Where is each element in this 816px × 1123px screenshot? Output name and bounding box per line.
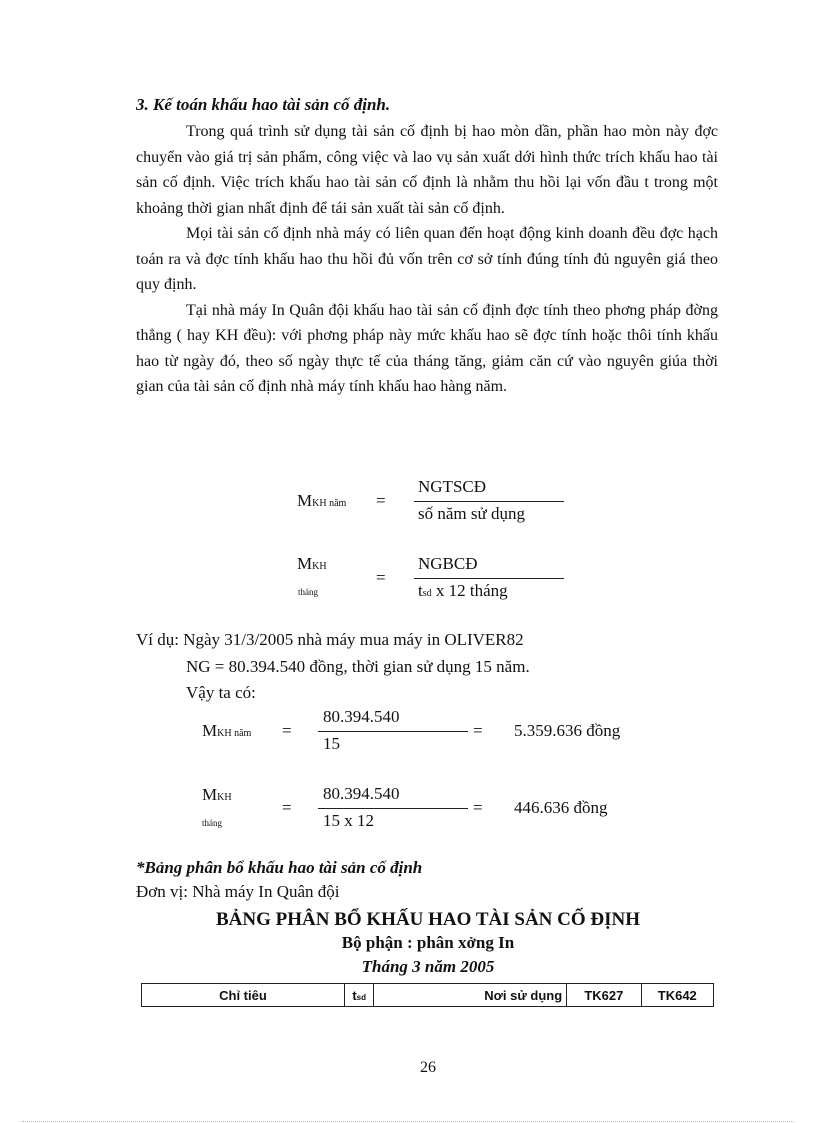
- example-line-3: Vậy ta có:: [186, 683, 256, 702]
- calc-annual-fraction-bar: [318, 731, 468, 732]
- calc-annual-equals: =: [282, 721, 292, 740]
- header-chi-tieu: Chỉ tiêu: [142, 984, 345, 1007]
- table-subtitle: Bộ phận : phân xởng In: [341, 933, 515, 952]
- paragraph-1: Trong quá trình sử dụng tài sản cố định bị hao mòn dần, phần hao mòn này đợc chuyển vào giá trị sản phẩm, công việc và lao vụ sản xuất dới hình thức trích khấu hao tài sản cố định. Việc trích khấu hao tài sản cố định là nhằm thu hồi lại vốn đầu t trong một khoảng thời gian nhất định để tái sản xuất tài sản cố định.: [136, 123, 718, 217]
- body-paragraphs: [136, 119, 718, 400]
- calc-annual-equals-2: =: [473, 721, 483, 740]
- allocation-heading: *Bảng phân bổ khấu hao tài sản cố định: [136, 858, 423, 877]
- table-title: BẢNG PHÂN BỔ KHẤU HAO TÀI SẢN CỐ ĐỊNH: [215, 909, 641, 930]
- example-line-1: Ví dụ: Ngày 31/3/2005 nhà máy mua máy in OLIVER82: [136, 630, 524, 649]
- paragraph-2: Mọi tài sản cố định nhà máy có liên quan đến hoạt động kinh doanh đều đợc hạch toán ra và đợc tính khấu hao thu hồi đủ vốn trên cơ sở tính đúng tính đủ nguyên giá theo quy định.: [136, 225, 718, 293]
- page-number: 26: [420, 1059, 436, 1076]
- formula-monthly-denominator: tsd x 12 tháng: [418, 581, 508, 600]
- formula-monthly-symbol: MKH: [297, 554, 327, 573]
- calc-monthly-denominator: 15 x 12: [323, 811, 374, 830]
- formula-annual-subscript: KH năm: [312, 498, 347, 509]
- formula-annual-denominator: số năm sử dụng: [418, 504, 525, 523]
- calc-monthly-equals-2: =: [473, 798, 483, 817]
- calc-annual-symbol: MKH năm: [202, 721, 252, 740]
- header-tk627: TK627: [567, 984, 641, 1007]
- calc-annual-denominator: 15: [323, 734, 340, 753]
- calc-monthly-symbol: MKH: [202, 785, 232, 804]
- page-bottom-divider: [22, 1121, 794, 1122]
- calc-annual-numerator: 80.394.540: [323, 707, 400, 726]
- calc-annual-result: 5.359.636 đồng: [514, 721, 621, 740]
- formula-annual-numerator: NGTSCĐ: [418, 477, 487, 496]
- header-tsd: tsd: [344, 984, 374, 1007]
- formula-monthly-equals: =: [376, 568, 386, 587]
- calc-monthly-below-label: tháng: [202, 818, 222, 828]
- allocation-table: [141, 983, 714, 1007]
- calc-monthly-numerator: 80.394.540: [323, 784, 400, 803]
- unit-line: Đơn vị: Nhà máy In Quân đội: [136, 882, 340, 901]
- formula-annual-symbol: MKH năm: [297, 491, 347, 510]
- calc-monthly-fraction-bar: [318, 808, 468, 809]
- formula-monthly-numerator: NGBCĐ: [418, 554, 478, 573]
- table-period: Tháng 3 năm 2005: [361, 957, 495, 976]
- formula-annual-equals: =: [376, 491, 386, 510]
- paragraph-3: Tại nhà máy In Quân đội khấu hao tài sản cố định đợc tính theo phơng pháp đờng thẳng ( hay KH đều): với phơng pháp này mức khấu hao sẽ đợc tính hoặc thôi tính khấu hao từ ngày đó, theo số ngày thực tế của tháng tăng, giảm căn cứ vào nguyên giúa thời gian của tài sản cố định nhà máy tính khấu hao hàng năm.: [136, 301, 718, 395]
- formula-monthly-fraction-bar: [414, 578, 564, 579]
- formula-monthly-below-label: tháng: [298, 587, 318, 597]
- section-heading: 3. Kế toán khấu hao tài sản cố định.: [136, 95, 391, 114]
- table-header-row: [142, 984, 714, 1007]
- example-line-2: NG = 80.394.540 đồng, thời gian sử dụng 15 năm.: [186, 657, 530, 676]
- formula-annual-fraction-bar: [414, 501, 564, 502]
- formula-monthly-subscript: KH: [312, 561, 327, 572]
- calc-monthly-equals: =: [282, 798, 292, 817]
- header-noi-su-dung: Nơi sử dụng: [374, 984, 567, 1007]
- calc-monthly-result: 446.636 đồng: [514, 798, 608, 817]
- header-tk642: TK642: [641, 984, 713, 1007]
